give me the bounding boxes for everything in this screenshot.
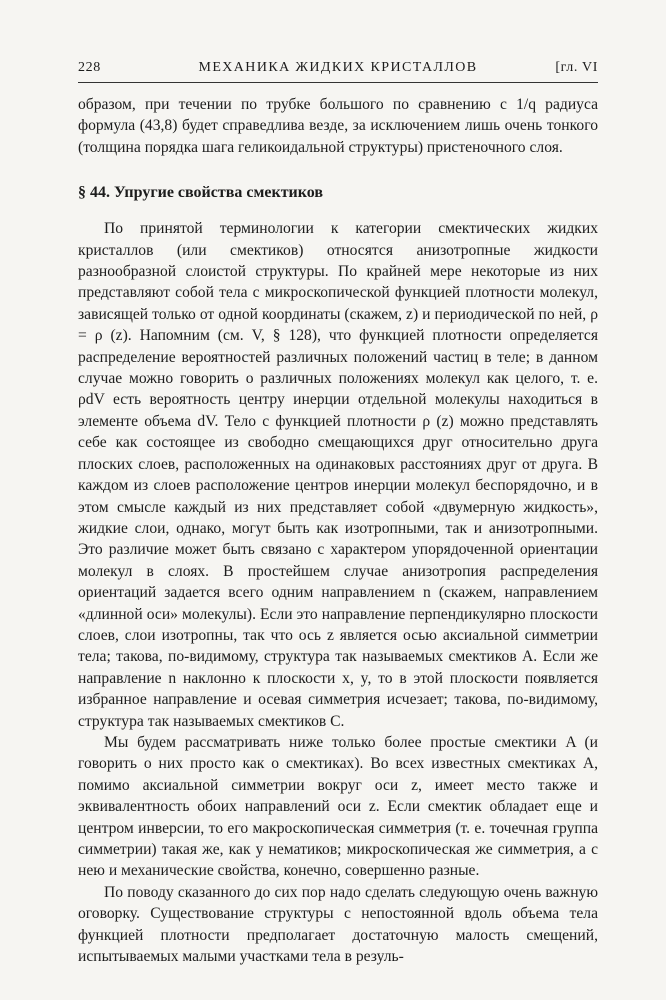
paragraph-smectics-a: Мы будем рассматривать ниже только более простые смектики A (и говорить о них просто как о смектиках). Во всех известных смектиках A, помимо аксиальной симметрии вокруг оси z, имеет место также и эквивалентность обоих направлений оси z. Если смектик обладает еще и центром инверсии, то его макроскопическая симметрия (т. е. точечная группа симметрии) такая же, как у нематиков; микроскопическая же симметрия, а с нею и механические свойства, конечно, совершенно разные. xyxy=(78,733,598,880)
paragraph-remark: По поводу сказанного до сих пор надо сделать следующую очень важную оговорку. Существование структуры с непостоянной вдоль объема тела функцией плотности предполагает достаточную малость смещений, испытываемых малыми участками тела в резуль- xyxy=(78,883,598,966)
paragraph-continued: образом, при течении по трубке большого по сравнению с 1/q радиуса формула (43,8) будет справедлива везде, за исключением лишь очень тонкого (толщина порядка шага геликоидальной структуры) пристеночного слоя. xyxy=(78,96,598,156)
paragraph-smectics-definition: По принятой терминологии к категории смектических жидких кристаллов (или смектиков) относятся анизотропные жидкости разнообразной слоистой структуры. По крайней мере некоторые из них представляют собой тела с микроскопической функцией плотности молекул, зависящей только от одной координаты (скажем, z) и периодической по ней, ρ = ρ (z). Напомним (см. V, § 128), что функцией плотности определяется распределение вероятностей различных положений частиц в теле; в данном случае можно говорить о различных положениях молекул как целого, т. е. ρdV есть вероятность центру инерции отдельной молекулы находиться в элементе объема dV. Тело с функцией плотности ρ (z) можно представлять себе как состоящее из свободно смещающихся друг относительно друга плоских слоев, расположенных на одинаковых расстояниях друг от друга. В каждом из слоев расположение центров инерции молекул беспорядочно, и в этом смысле каждый из них представляет собой «двумерную жидкость», жидкие слои, однако, могут быть как изотропными, так и анизотропными. Это различие может быть связано с характером упорядоченной ориентации молекул в слоях. В простейшем случае анизотропия распределения ориентаций задается всего одним направлением n (скажем, направлением «длинной оси» молекулы). Если это направление перпендикулярно плоскости слоев, слои изотропны, так что ось z является осью аксиальной симметрии тела; такова, по-видимому, структура так называемых смектиков A. Если же направление n наклонно к плоскости x, y, то в этой плоскости появляется избранное направление и осевая симметрия исчезает; такова, по-видимому, структура так называемых смектиков C. xyxy=(78,220,598,730)
chapter-label: [гл. VI xyxy=(555,60,598,75)
body-text xyxy=(78,94,598,967)
running-header xyxy=(78,60,598,82)
page-number: 228 xyxy=(78,60,101,75)
running-title: МЕХАНИКА ЖИДКИХ КРИСТАЛЛОВ xyxy=(198,60,478,75)
header-rule xyxy=(78,82,598,83)
section-title: § 44. Упругие свойства смектиков xyxy=(78,184,324,202)
